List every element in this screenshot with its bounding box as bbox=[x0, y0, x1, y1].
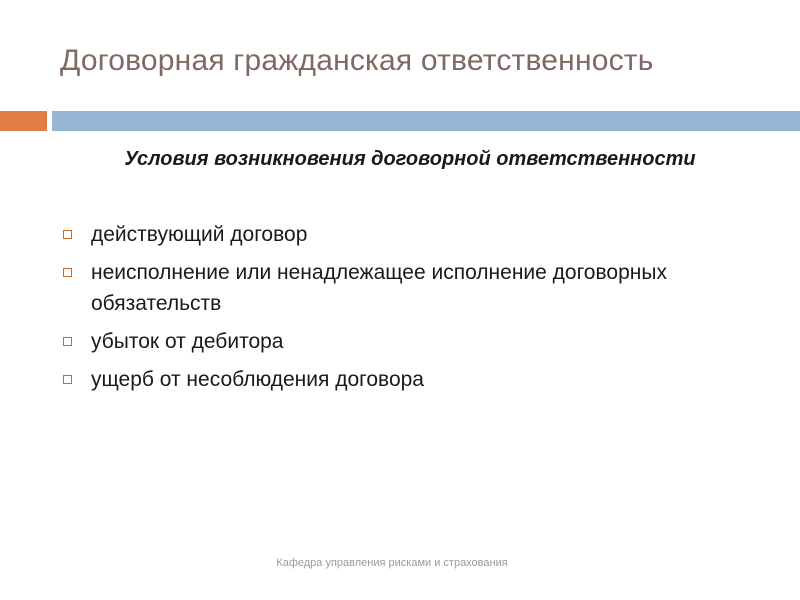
list-item bbox=[62, 326, 762, 357]
square-bullet-icon bbox=[63, 375, 72, 384]
list-item-text: убыток от дебитора bbox=[91, 330, 284, 353]
list-item-text: неисполнение или ненадлежащее исполнение договорных обязательств bbox=[91, 261, 667, 315]
list-item-text: ущерб от несоблюдения договора bbox=[91, 368, 424, 391]
accent-bar-orange bbox=[0, 111, 47, 131]
accent-bar-blue bbox=[52, 111, 800, 131]
list-item bbox=[62, 219, 762, 250]
list-item bbox=[62, 257, 762, 319]
square-bullet-icon bbox=[63, 230, 72, 239]
bullet-list bbox=[62, 219, 762, 402]
list-item-text: действующий договор bbox=[91, 223, 308, 246]
slide-subtitle: Условия возникновения договорной ответственности bbox=[124, 148, 696, 170]
slide-footer: Кафедра управления рисками и страхования bbox=[276, 557, 508, 569]
slide-title: Договорная гражданская ответственность bbox=[60, 44, 654, 77]
list-item bbox=[62, 364, 762, 395]
square-bullet-icon bbox=[63, 268, 72, 277]
square-bullet-icon bbox=[63, 337, 72, 346]
